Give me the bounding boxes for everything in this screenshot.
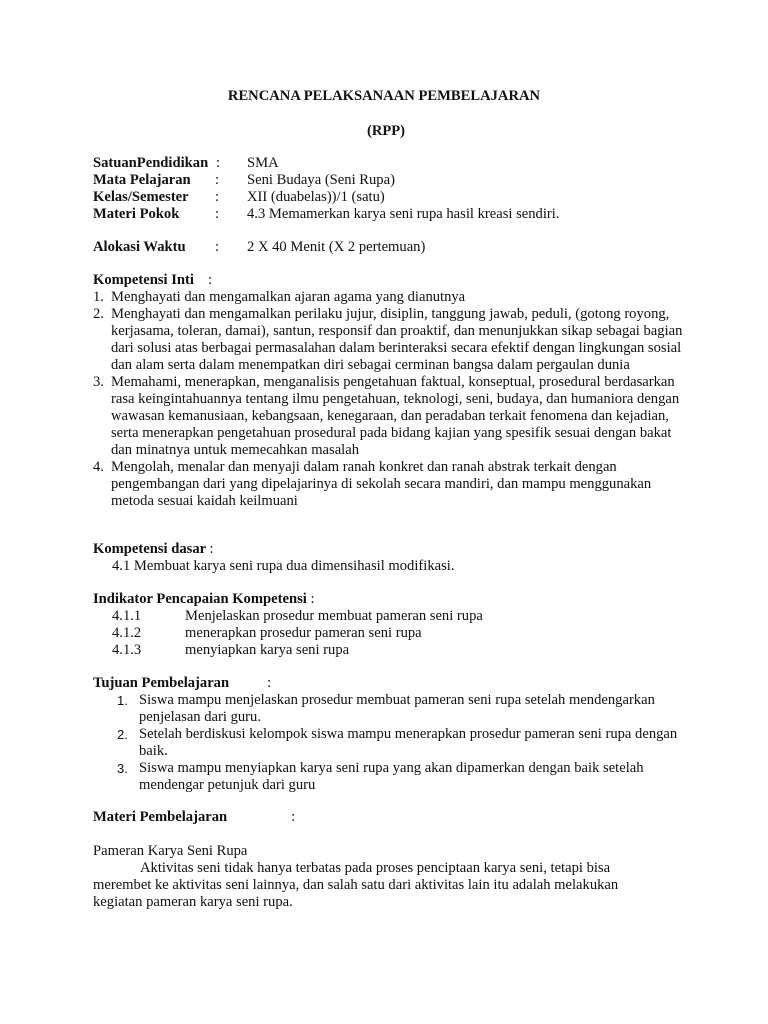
meta-value: SMA [247, 155, 279, 171]
list-text: Setelah berdiskusi kelompok siswa mampu menerapkan prosedur pameran seni rupa dengan baik. [139, 726, 678, 759]
meta-label: SatuanPendidikan [93, 155, 209, 171]
list-item [93, 289, 693, 306]
list-text: Menghayati dan mengamalkan perilaku jujur, disiplin, tanggung jawab, peduli, (gotong royong, kerjasama, toleran, damai), santun, responsif dan proaktif, dan menunjukkan sikap sebagai bagian dari solusi atas berbagai permasalahan dalam berinteraksi secara efektif dengan lingkungan sosial dan alam serta dalam menempatkan diri sebagai cerminan bangsa dalam pergaulan dunia [111, 306, 683, 373]
section-heading-colon: : [291, 809, 296, 825]
tujuan-section [93, 675, 693, 794]
kompetensi-dasar-section [93, 541, 454, 575]
meta-label: Kelas/Semester [93, 189, 189, 205]
list-item [93, 306, 693, 374]
indikator-item [93, 642, 350, 659]
meta-label: Alokasi Waktu [93, 239, 186, 255]
list-text: Menghayati dan mengamalkan ajaran agama yang dianutnya [111, 289, 466, 305]
meta-value: Seni Budaya (Seni Rupa) [247, 172, 395, 188]
list-number: 1. [117, 693, 128, 708]
meta-colon: : [216, 155, 221, 171]
list-text: Memahami, menerapkan, menganalisis pengetahuan faktual, konseptual, prosedural berdasarkan rasa keingintahuannya tentang ilmu pengetahuan, teknologi, seni, budaya, dan humaniora dengan wawasan kemanusiaan, kebangsaan, kenegaraan, dan peradaban terkait fenomena dan kejadian, serta menerapkan pengetahuan prosedural pada bidang kajian yang spesifik sesuai dengan bakat dan minatnya untuk memecahkan masalah [111, 374, 680, 458]
section-heading [93, 591, 315, 608]
indikator-item [93, 625, 422, 642]
section-heading-text: Kompetensi Inti [93, 272, 194, 288]
section-heading [93, 675, 693, 692]
section-heading-colon: : [267, 675, 272, 691]
list-number: 2. [93, 306, 104, 322]
materi-section [93, 809, 295, 826]
indikator-code: 4.1.2 [112, 625, 142, 641]
meta-colon: : [215, 189, 220, 205]
list-number: 2. [117, 727, 128, 742]
list-number: 3. [93, 374, 104, 390]
meta-label: Mata Pelajaran [93, 172, 191, 188]
meta-colon: : [215, 206, 220, 222]
meta-value: 2 X 40 Menit (X 2 pertemuan) [247, 239, 426, 255]
indikator-section [93, 591, 483, 659]
meta-value: 4.3 Memamerkan karya seni rupa hasil kreasi sendiri. [247, 206, 560, 222]
section-heading [93, 541, 454, 558]
list-item [93, 374, 693, 459]
indikator-text: menerapkan prosedur pameran seni rupa [185, 625, 422, 641]
meta-value: XII (duabelas))/1 (satu) [247, 189, 385, 205]
list-item [93, 760, 693, 794]
section-heading-colon: : [207, 272, 213, 288]
document-subtitle: (RPP) [366, 123, 406, 139]
meta-colon: : [215, 239, 220, 255]
section-heading-text: Materi Pembelajaran [93, 809, 228, 825]
indikator-text: menyiapkan karya seni rupa [185, 642, 350, 658]
section-heading-text: Kompetensi dasar [93, 541, 206, 557]
section-heading [93, 809, 295, 826]
list-number: 4. [93, 459, 104, 475]
indikator-text: Menjelaskan prosedur membuat pameran seni rupa [185, 608, 483, 624]
kompetensi-inti-section [93, 272, 693, 510]
list-text: Siswa mampu menyiapkan karya seni rupa yang akan dipamerkan dengan baik setelah mendengar petunjuk dari guru [139, 760, 644, 793]
list-number: 3. [117, 761, 128, 776]
kompetensi-dasar-text: 4.1 Membuat karya seni rupa dua dimensihasil modifikasi. [112, 558, 455, 574]
meta-label: Materi Pokok [93, 206, 180, 222]
indikator-item [93, 608, 483, 625]
section-heading-colon: : [310, 591, 315, 607]
indikator-code: 4.1.1 [112, 608, 142, 624]
list-item [93, 726, 693, 760]
list-number: 1. [93, 289, 104, 305]
meta-colon: : [215, 172, 220, 188]
list-item [93, 692, 693, 726]
section-heading-colon: : [209, 541, 214, 557]
list-text: Siswa mampu menjelaskan prosedur membuat pameran seni rupa setelah mendengarkan penjelasan dari guru. [139, 692, 655, 725]
document-title: RENCANA PELAKSANAAN PEMBELAJARAN [227, 88, 541, 104]
list-item [93, 459, 693, 510]
materi-subheading: Pameran Karya Seni Rupa [93, 843, 248, 859]
list-text: Mengolah, menalar dan menyaji dalam ranah konkret dan ranah abstrak terkait dengan pengembangan dari yang dipelajarinya di sekolah secara mandiri, dan mampu menggunakan metoda sesuai kaidah keilmuani [111, 459, 652, 509]
section-heading-text: Indikator Pencapaian Kompetensi [93, 591, 307, 607]
section-heading-text: Tujuan Pembelajaran [93, 675, 230, 691]
materi-paragraph: Aktivitas seni tidak hanya terbatas pada proses penciptaan karya seni, tetapi bisa merembet ke aktivitas seni lainnya, dan salah satu dari aktivitas lain itu adalah melakukan kegiatan pameran karya seni rupa. [93, 860, 619, 910]
section-heading [93, 272, 693, 289]
materi-body [93, 843, 661, 911]
indikator-code: 4.1.3 [112, 642, 142, 658]
